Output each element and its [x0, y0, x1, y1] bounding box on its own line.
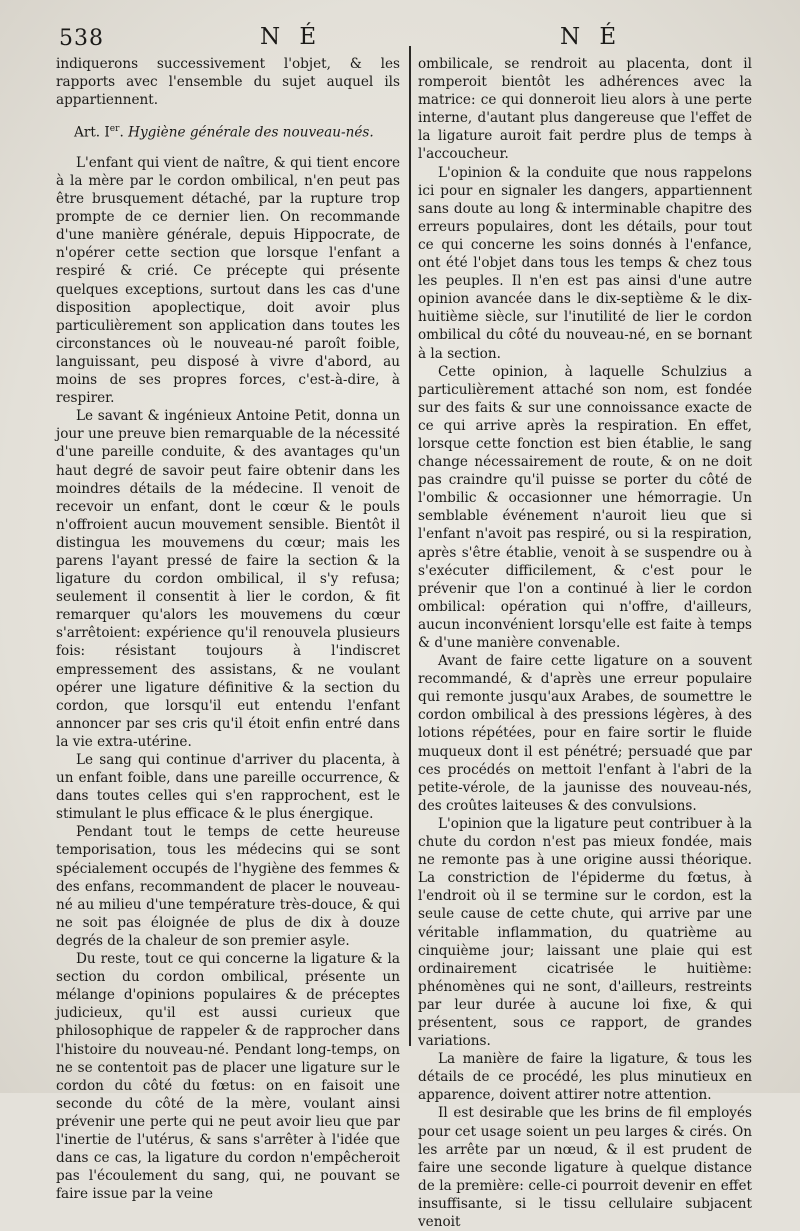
running-head-left: N É — [260, 24, 323, 50]
paragraph: Cette opinion, à laquelle Schulzius a particulièrement attaché son nom, est fondée sur des faits & sur une connoissance exacte de ce qui arrive après la respiration. En effet, lorsque cette fonction est bien établie, le sang change nécessairement de route, & on ne doit pas craindre qu'il puisse se porter du côté de l'ombilic & occasionner une hémorragie. Un semblable événement n'auroit lieu que si l'enfant n'avoit pas respiré, ou si la respiration, après s'être établie, venoit à se suspendre ou à s'exécuter difficilement, & c'est pour le prévenir que l'on a continué à lier le cordon ombilical: opération qui n'offre, d'ailleurs, aucun inconvénient lorsqu'elle est faite à temps & d'une manière convenable. — [418, 363, 752, 651]
right-column — [418, 55, 752, 1231]
paragraph: Le sang qui continue d'arriver du placenta, à un enfant foible, dans une pareille occurrence, & dans toutes celles qui s'en rapprochent, est le stimulant le plus efficace & le plus énergique. — [56, 752, 400, 823]
page-number: 538 — [59, 26, 104, 51]
paragraph: Du reste, tout ce qui concerne la ligature & la section du cordon ombilical, présente un mélange d'opinions populaires & de préceptes judicieux, qu'il est aussi curieux que philosophique de rappeler & de rapprocher dans l'histoire du nouveau-né. Pendant long-temps, on ne se contentoit pas de placer une ligature sur le cordon du côté du fœtus: on en faisoit une seconde du côté de la mère, voulant ainsi prévenir une perte qui ne peut avoir lieu que par l'inertie de l'utérus, & sans s'arrêter à l'idée que dans ce cas, la ligature du cordon n'empêcheroit pas l'écoulement du sang, qui, ne pouvant se faire issue par la veine — [56, 951, 400, 1203]
paragraph: Pendant tout le temps de cette heureuse temporisation, tous les médecins qui se sont spécialement occupés de l'hygiène des femmes & des enfans, recommandent de placer le nouveau-né au milieu d'une température très-douce, & qui ne soit pas éloignée de plus de dix à douze degrés de la chaleur de son premier asyle. — [56, 824, 400, 949]
paragraph: La manière de faire la ligature, & tous les détails de ce procédé, les plus minutieux en apparence, doivent attirer notre attention. — [418, 1051, 752, 1104]
paragraph: L'opinion que la ligature peut contribuer à la chute du cordon n'est pas mieux fondée, mais ne remonte pas à une origine aussi théorique. La constriction de l'épiderme du fœtus, à l'endroit où il se termine sur le cordon, est la seule cause de cette chute, qui arrive par une véritable inflammation, du quatrième au cinquième jour; laissant une plaie qui est ordinairement cicatrisée le huitième: phénomènes qui ne sont, d'ailleurs, restreints par leur durée à aucune loi fixe, & qui présentent, sous ce rapport, de grandes variations. — [418, 815, 752, 1050]
paragraph: Le savant & ingénieux Antoine Petit, donna un jour une preuve bien remarquable de la nécessité d'une pareille conduite, & des avantages qu'un haut degré de savoir peut faire obtenir dans les moindres détails de la médecine. Il venoit de recevoir un enfant, dont le cœur & le pouls n'offroient aucun mouvement sensible. Bientôt il distingua les mouvemens du cœur; mais les parens l'ayant pressé de faire la section & la ligature du cordon ombilical, il s'y refusa; seulement il consentit à lier le cordon, & fit remarquer qu'alors les mouvemens du cœur s'arrêtoient: expérience qu'il renouvela plusieurs fois: résistant toujours à l'indiscret empressement des assistans, & ne voulant opérer une ligature définitive & la section du cordon, que lorsqu'il eut entendu l'enfant annoncer par ses cris qu'il étoit enfin entré dans la vie extra-utérine. — [56, 408, 400, 750]
paragraph: Avant de faire cette ligature on a souvent recommandé, & d'après une erreur populaire qui remonte jusqu'aux Arabes, de soumettre le cordon ombilical à des pressions légères, à des lotions répétées, pour en faire sortir le fluide muqueux dont il est pénétré; persuadé que par ces procédés on mettoit l'enfant à l'abri de la petite-vérole, de la jaunisse des nouveau-nés, des croûtes laiteuses & des convulsions. — [418, 653, 752, 814]
subheading-prefix: Art. I — [74, 124, 110, 141]
section-subheading: Art. Ier. Hygiène générale des nouveau-nés. — [74, 124, 374, 141]
subheading-superscript: er — [109, 124, 120, 135]
paragraph: Il est desirable que les brins de fil employés pour cet usage soient un peu larges & cirés. On les arrête par un nœud, & il est prudent de faire une seconde ligature à quelque distance de la première: celle-ci pourroit devenir en effet insuffisante, si le tissu cellulaire subjacent venoit — [418, 1105, 752, 1230]
page-header — [55, 22, 745, 54]
paragraph: indiquerons successivement l'objet, & les rapports avec l'ensemble du sujet auquel ils appartiennent. — [56, 56, 400, 109]
running-head-right: N É — [560, 24, 623, 50]
subheading-title: Hygiène générale des nouveau-nés. — [128, 124, 374, 141]
paragraph: L'enfant qui vient de naître, & qui tient encore à la mère par le cordon ombilical, n'en peut pas être brusquement détaché, par la rupture trop prompte de ce dernier lien. On recommande d'une manière générale, depuis Hippocrate, de n'opérer cette section que lorsque l'enfant a respiré & crié. Ce précepte qui présente quelques exceptions, surtout dans les cas d'une disposition apoplectique, doit avoir plus particulièrement son application dans toutes les circonstances où le nouveau-né paroît foible, languissant, peu disposé à vivre d'abord, au moins de ses propres forces, c'est-à-dire, à respirer. — [56, 154, 400, 407]
column-divider — [409, 46, 411, 1046]
left-column — [56, 55, 400, 1203]
paragraph: ombilicale, se rendroit au placenta, dont il romperoit bientôt les adhérences avec la matrice: ce qui donneroit lieu alors à une perte interne, d'autant plus dangereuse que l'effet de la ligature auroit fait perdre plus de temps à l'accoucheur. — [418, 56, 752, 163]
paragraph: L'opinion & la conduite que nous rappelons ici pour en signaler les dangers, appartiennent sans doute au long & interminable chapitre des erreurs populaires, dont les détails, pour tout ce qui concerne les soins donnés à l'enfance, ont été l'objet dans tous les temps & chez tous les peuples. Il n'en est pas ainsi d'une autre opinion avancée dans le dix-septième & le dix-huitième siècle, sur l'inutilité de lier le cordon ombilical du côté du nouveau-né, en se bornant à la section. — [418, 164, 752, 362]
